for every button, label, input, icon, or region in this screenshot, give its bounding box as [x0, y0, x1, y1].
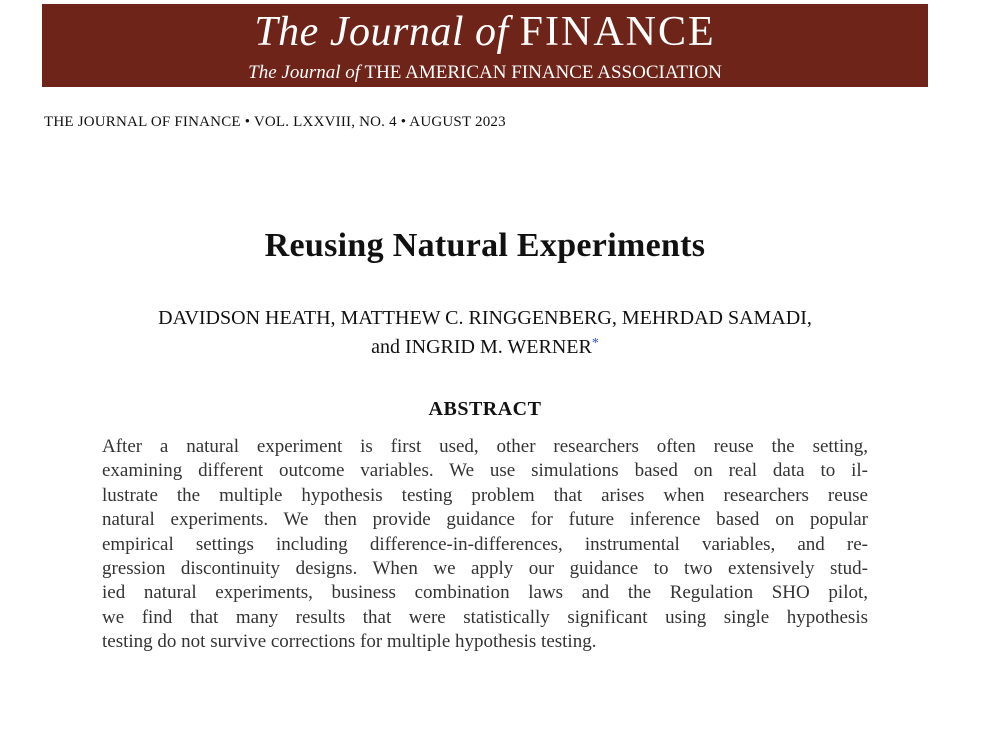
article-title: Reusing Natural Experiments [264, 227, 706, 264]
abstract-line: empirical settings including difference-in-differences, instrumental variables, and re- [102, 533, 868, 555]
masthead-title-name: FINANCE [519, 9, 716, 55]
authors-line-2: and INGRID M. WERNER [371, 336, 592, 358]
masthead-title-prefix: The Journal of [254, 9, 509, 55]
abstract-heading: ABSTRACT [428, 398, 542, 420]
abstract-body [102, 435, 868, 655]
abstract-line: natural experiments. We then provide guidance for future inference based on popular [102, 509, 868, 531]
author-footnote-link[interactable]: * [591, 336, 599, 351]
abstract-line: After a natural experiment is first used, other researchers often reuse the setting, [102, 436, 868, 457]
authors-line-2-wrap [0, 333, 970, 362]
issue-citation-line: THE JOURNAL OF FINANCE • VOL. LXXVIII, NO. 4 • AUGUST 2023 [44, 114, 506, 130]
abstract-line: ied natural experiments, business combination laws and the Regulation SHO pilot, [102, 582, 868, 604]
abstract-line: testing do not survive corrections for multiple hypothesis testing. [102, 631, 597, 653]
journal-masthead [42, 4, 928, 87]
masthead-subtitle [42, 62, 928, 84]
masthead-subtitle-prefix: The Journal of [248, 62, 361, 83]
abstract-line: gression discontinuity designs. When we apply our guidance to two extensively stud- [102, 558, 868, 580]
masthead-title [42, 8, 928, 56]
abstract-line: lustrate the multiple hypothesis testing problem that arises when researchers reuse [102, 484, 868, 506]
abstract-line: examining different outcome variables. We use simulations based on real data to il- [102, 460, 868, 482]
abstract-line: we find that many results that were statistically significant using single hypothesis [102, 606, 868, 628]
authors-line-1: DAVIDSON HEATH, MATTHEW C. RINGGENBERG, MEHRDAD SAMADI, [158, 307, 812, 329]
masthead-subtitle-name: THE AMERICAN FINANCE ASSOCIATION [364, 62, 722, 83]
author-list [0, 304, 970, 362]
